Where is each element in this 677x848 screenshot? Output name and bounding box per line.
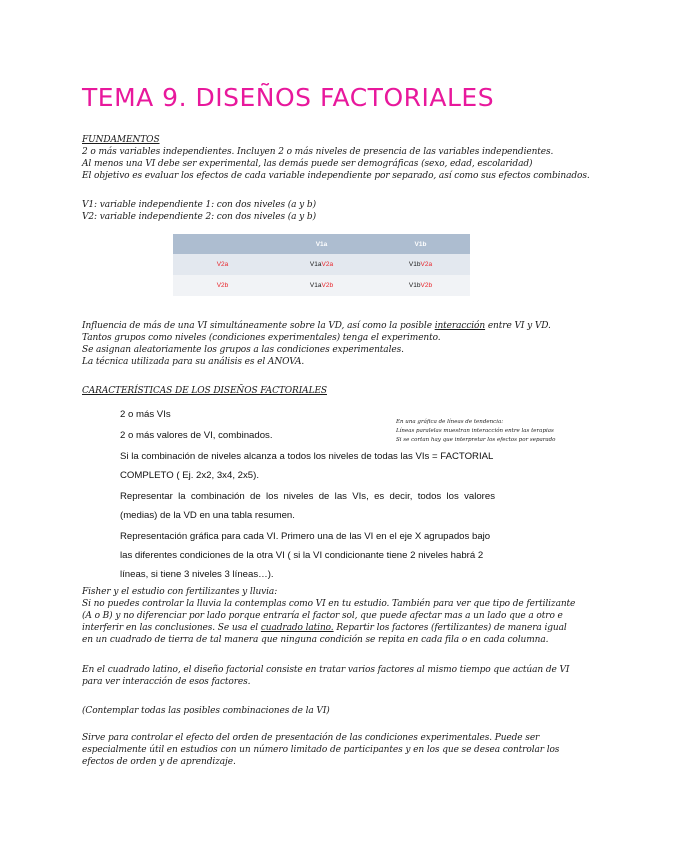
cell-v1: V1b (408, 261, 421, 268)
sirve-line: Sirve para controlar el efecto del orden de presentación de las condiciones experimentales. Puede ser (82, 733, 540, 743)
fisher-line (82, 622, 575, 634)
caracteristica-item: COMPLETO ( Ej. 2x2, 3x4, 2x5). (120, 470, 259, 481)
table-row (173, 254, 470, 275)
cell-v2: V2a (420, 261, 433, 268)
sirve-section (82, 732, 559, 768)
influencia-text: Influencia de más de una VI simultáneamente sobre la VD, así como la posible (82, 321, 435, 331)
cuadrado-section (82, 664, 569, 688)
caracteristicas-heading: CARACTERÍSTICAS DE LOS DISEÑOS FACTORIALES (82, 386, 327, 396)
cell-v2: V2b (321, 282, 334, 289)
variable-v1: V1: variable independiente 1: con dos niveles (a y b) (82, 200, 316, 210)
caracteristica-item: las diferentes condiciones de la otra VI ( si la VI condicionante tiene 2 niveles habrá 2 (120, 550, 484, 561)
fundamentos-section (82, 134, 590, 182)
table-cell (272, 275, 371, 296)
fisher-text: Repartir los factores (fertilizantes) de manera igual (333, 623, 567, 633)
cell-v2: V2b (420, 282, 433, 289)
cell-v2: V2a (321, 261, 334, 268)
row-label: V2a (173, 254, 272, 275)
table-header-row (173, 234, 470, 254)
fundamentos-line-3: El objetivo es evaluar los efectos de cada variable independiente por separado, así como sus efectos combinados. (82, 171, 590, 181)
cuadrado-line: En el cuadrado latino, el diseño factorial consiste en tratar varios factores al mismo tiempo que actúan de VI (82, 665, 570, 675)
caracteristica-item: 2 o más VIs (120, 409, 171, 420)
caracteristica-item: Representación gráfica para cada VI. Primero una de las VI en el eje X agrupados bajo (120, 531, 491, 542)
fisher-line: en un cuadrado de tierra de tal manera que ninguna condición se repita en cada fila o en cada columna. (82, 635, 549, 645)
note-line: Líneas paralelas muestran interacción entre las terapias (396, 428, 554, 434)
grafica-note (396, 418, 556, 445)
influencia-line-3: Se asignan aleatoriamente los grupos a las condiciones experimentales. (82, 345, 404, 355)
cell-v1: V1a (309, 261, 322, 268)
cell-v1: V1a (309, 282, 322, 289)
table-header-cell: V1a (272, 234, 371, 254)
variables-block (82, 199, 316, 223)
influencia-section (82, 320, 551, 368)
table-cell (272, 254, 371, 275)
contemplar-note: (Contemplar todas las posibles combinaciones de la VI) (82, 706, 330, 716)
fisher-line: Fisher y el estudio con fertilizantes y lluvia: (82, 587, 278, 597)
cuadrado-latino-link: cuadrado latino. (260, 623, 334, 633)
fisher-section (82, 586, 575, 646)
page-title: TEMA 9. DISEÑOS FACTORIALES (82, 83, 495, 112)
fisher-line: (A o B) y no diferenciar por lado porque entraría el factor sol, que puede afectar mas a un lado que a otro e (82, 611, 563, 621)
fisher-line: Si no puedes controlar la lluvia la contemplas como VI en tu estudio. También para ver que tipo de fertilizante (82, 599, 576, 609)
note-line: Si se cortan hay que interpretar los efectos por separado (396, 437, 556, 443)
table-header-cell (173, 234, 272, 254)
sirve-line: efectos de orden y de aprendizaje. (82, 757, 236, 767)
caracteristica-item: 2 o más valores de VI, combinados. (120, 430, 273, 441)
table-header-cell: V1b (371, 234, 470, 254)
interaccion-link: interacción (434, 321, 486, 331)
fisher-text: interferir en las conclusiones. Se usa el (82, 623, 261, 633)
table-row (173, 275, 470, 296)
influencia-line-4: La técnica utilizada para su análisis es el ANOVA. (82, 357, 305, 367)
table-cell (371, 254, 470, 275)
table-cell (371, 275, 470, 296)
note-line: En una gráfica de líneas de tendencia: (396, 419, 504, 425)
design-table (173, 234, 470, 296)
caracteristica-item: Si la combinación de niveles alcanza a todos los niveles de todas las VIs = FACTORIAL (120, 451, 494, 462)
caracteristica-item: líneas, si tiene 3 niveles 3 líneas…). (120, 569, 274, 580)
variable-v2: V2: variable independiente 2: con dos niveles (a y b) (82, 212, 316, 222)
fundamentos-line-1: 2 o más variables independientes. Incluyen 2 o más niveles de presencia de las variables independientes. (82, 147, 554, 157)
influencia-line-2: Tantos grupos como niveles (condiciones experimentales) tenga el experimento. (82, 333, 441, 343)
influencia-line-1 (82, 320, 551, 332)
influencia-text: entre VI y VD. (485, 321, 551, 331)
cuadrado-line: para ver interacción de esos factores. (82, 677, 251, 687)
cell-v1: V1b (408, 282, 421, 289)
fundamentos-heading: FUNDAMENTOS (82, 135, 160, 145)
fundamentos-line-2: Al menos una VI debe ser experimental, las demás puede ser demográficas (sexo, edad, escolaridad) (82, 159, 533, 169)
caracteristica-item: Representar la combinación de los niveles de las VIs, es decir, todos los valores (120, 491, 495, 502)
sirve-line: especialmente útil en estudios con un número limitado de participantes y en los que se desea controlar los (82, 745, 560, 755)
caracteristica-item: (medias) de la VD en una tabla resumen. (120, 510, 295, 521)
row-label: V2b (173, 275, 272, 296)
